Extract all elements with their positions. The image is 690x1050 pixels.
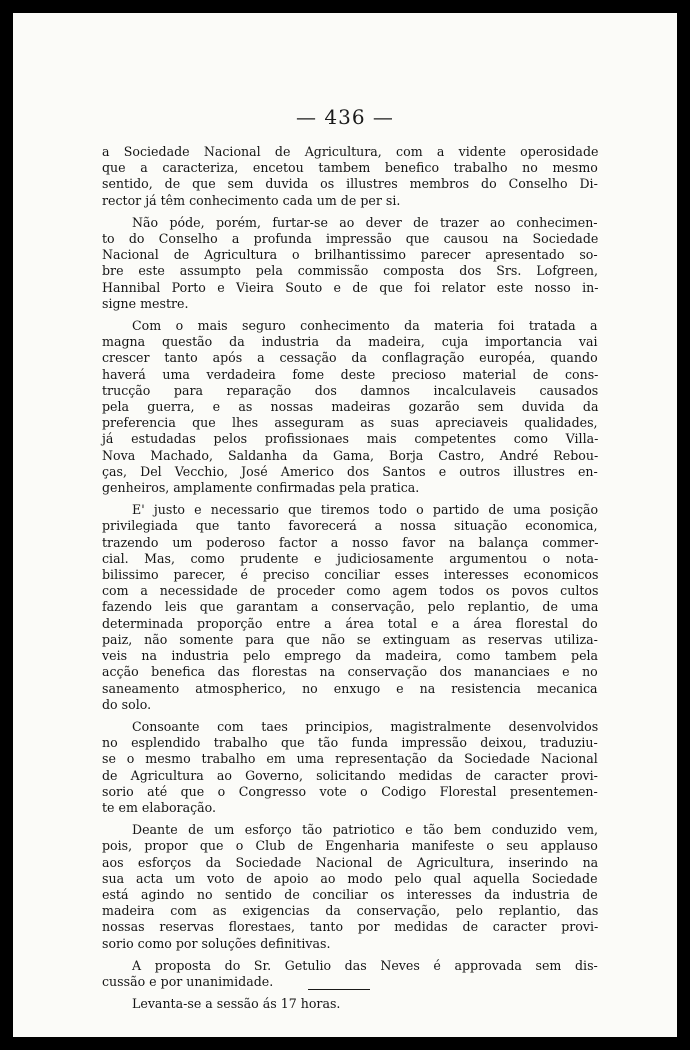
text-line: paiz, não somente para que não se extinguam as reservas utiliza-: [102, 631, 598, 647]
text-line: ças, Del Vecchio, José Americo dos Santos e outros illustres en-: [102, 463, 598, 479]
paragraph: [102, 719, 598, 816]
text-line: Consoante com taes principios, magistralmente desenvolvidos: [132, 718, 599, 734]
text-line: pela guerra, e as nossas madeiras gozarão sem duvida da: [102, 399, 599, 415]
text-line: trucção para reparação dos damnos incalculaveis causados: [102, 382, 599, 398]
text-line: no esplendido trabalho que tão funda impressão deixou, traduziu-: [102, 735, 598, 751]
paragraph: [102, 822, 598, 952]
text-line: veis na industria pelo emprego da madeira, como tambem pela: [102, 648, 599, 664]
text-line: preferencia que lhes asseguram as suas apreciaveis qualidades,: [102, 415, 598, 431]
text-line: trazendo um poderoso factor a nosso favor na balança commer-: [102, 534, 599, 550]
closing-rule: [308, 989, 370, 990]
text-line: cial. Mas, como prudente e judiciosamente argumentou o nota-: [102, 550, 599, 566]
text-line: to do Conselho a profunda impressão que causou na Sociedade: [102, 231, 599, 247]
text-line: a Sociedade Nacional de Agricultura, com a vidente operosidade: [102, 144, 599, 159]
paragraph: [102, 215, 598, 312]
text-line: pois, propor que o Club de Engenharia manifeste o seu applauso: [102, 838, 598, 854]
text-line: sua acta um voto de apoio ao modo pelo qual aquella Sociedade: [102, 870, 598, 886]
paragraph: [102, 144, 598, 209]
text-line: te em elaboração.: [102, 799, 217, 815]
text-line: privilegiada que tanto favorecerá a nossa situação economica,: [102, 518, 598, 534]
text-line: cussão e por unanimidade.: [102, 973, 274, 989]
text-line: já estudadas pelos profissionaes mais competentes como Villa-: [102, 431, 599, 447]
paragraph: [102, 958, 598, 990]
text-line: magna questão da industria da madeira, cuja importancia vai: [102, 334, 598, 350]
text-line: Com o mais seguro conhecimento da materia foi tratada a: [132, 318, 598, 334]
text-line: de Agricultura ao Governo, solicitando medidas de caracter provi-: [102, 767, 598, 783]
text-line: nossas reservas florestaes, tanto por medidas de caracter provi-: [102, 919, 599, 935]
text-line: madeira com as exigencias da conservação, pelo replantio, das: [102, 903, 599, 919]
text-line: Nacional de Agricultura o brilhantissimo parecer apresentado so-: [102, 247, 598, 263]
text-line: sorio até que o Congresso vote o Codigo Florestal presentemen-: [102, 783, 598, 799]
text-line: aos esforços da Sociedade Nacional de Agricultura, inserindo na: [102, 854, 599, 870]
text-line: bre este assumpto pela commissão composta dos Srs. Lofgreen,: [102, 263, 598, 279]
document-page: [13, 13, 677, 1037]
text-line: Deante de um esforço tão patriotico e tão bem conduzido vem,: [132, 822, 599, 838]
text-line: Levanta-se a sessão ás 17 horas.: [132, 996, 341, 1012]
text-line: Nova Machado, Saldanha da Gama, Borja Castro, André Rebou-: [102, 447, 599, 463]
text-line: rector já têm conhecimento cada um de per si.: [102, 192, 401, 208]
text-line: haverá uma verdadeira fome deste precioso material de cons-: [102, 366, 599, 382]
text-line: sorio como por soluções definitivas.: [102, 935, 331, 951]
text-line: com a necessidade de proceder como agem todos os povos cultos: [102, 583, 599, 599]
text-line: Hannibal Porto e Vieira Souto e de que foi relator este nosso in-: [102, 279, 599, 295]
body-text: [102, 144, 598, 1018]
text-line: saneamento atmospherico, no enxugo e na resistencia mecanica: [102, 680, 598, 696]
text-line: genheiros, amplamente confirmadas pela pratica.: [102, 480, 420, 496]
text-line: do solo.: [102, 696, 152, 712]
text-line: E' justo e necessario que tiremos todo o partido de uma posição: [132, 502, 599, 518]
text-line: signe mestre.: [102, 295, 189, 311]
text-line: acção benefica das florestas na conservação dos mananciaes e no: [102, 664, 598, 680]
paragraph: [102, 502, 598, 713]
text-line: Não póde, porém, furtar-se ao dever de trazer ao conhecimen-: [132, 214, 598, 230]
text-line: fazendo leis que garantam a conservação, pelo replantio, de uma: [102, 599, 599, 615]
paragraph: [102, 996, 598, 1012]
text-line: A proposta do Sr. Getulio das Neves é approvada sem dis-: [132, 957, 598, 973]
text-line: está agindo no sentido de conciliar os interesses da industria de: [102, 886, 598, 902]
text-line: bilissimo parecer, é preciso conciliar esses interesses economicos: [102, 567, 599, 583]
text-line: que a caracteriza, encetou tambem benefico trabalho no mesmo: [102, 160, 598, 176]
text-line: sentido, de que sem duvida os illustres membros do Conselho Di-: [102, 176, 598, 192]
text-line: crescer tanto após a cessação da conflagração européa, quando: [102, 350, 598, 366]
text-line: determinada proporção entre a área total e a área florestal do: [102, 615, 598, 631]
text-line: se o mesmo trabalho em uma representação da Sociedade Nacional: [102, 751, 598, 767]
page-number: — 436 —: [296, 105, 394, 129]
paragraph: [102, 318, 598, 496]
